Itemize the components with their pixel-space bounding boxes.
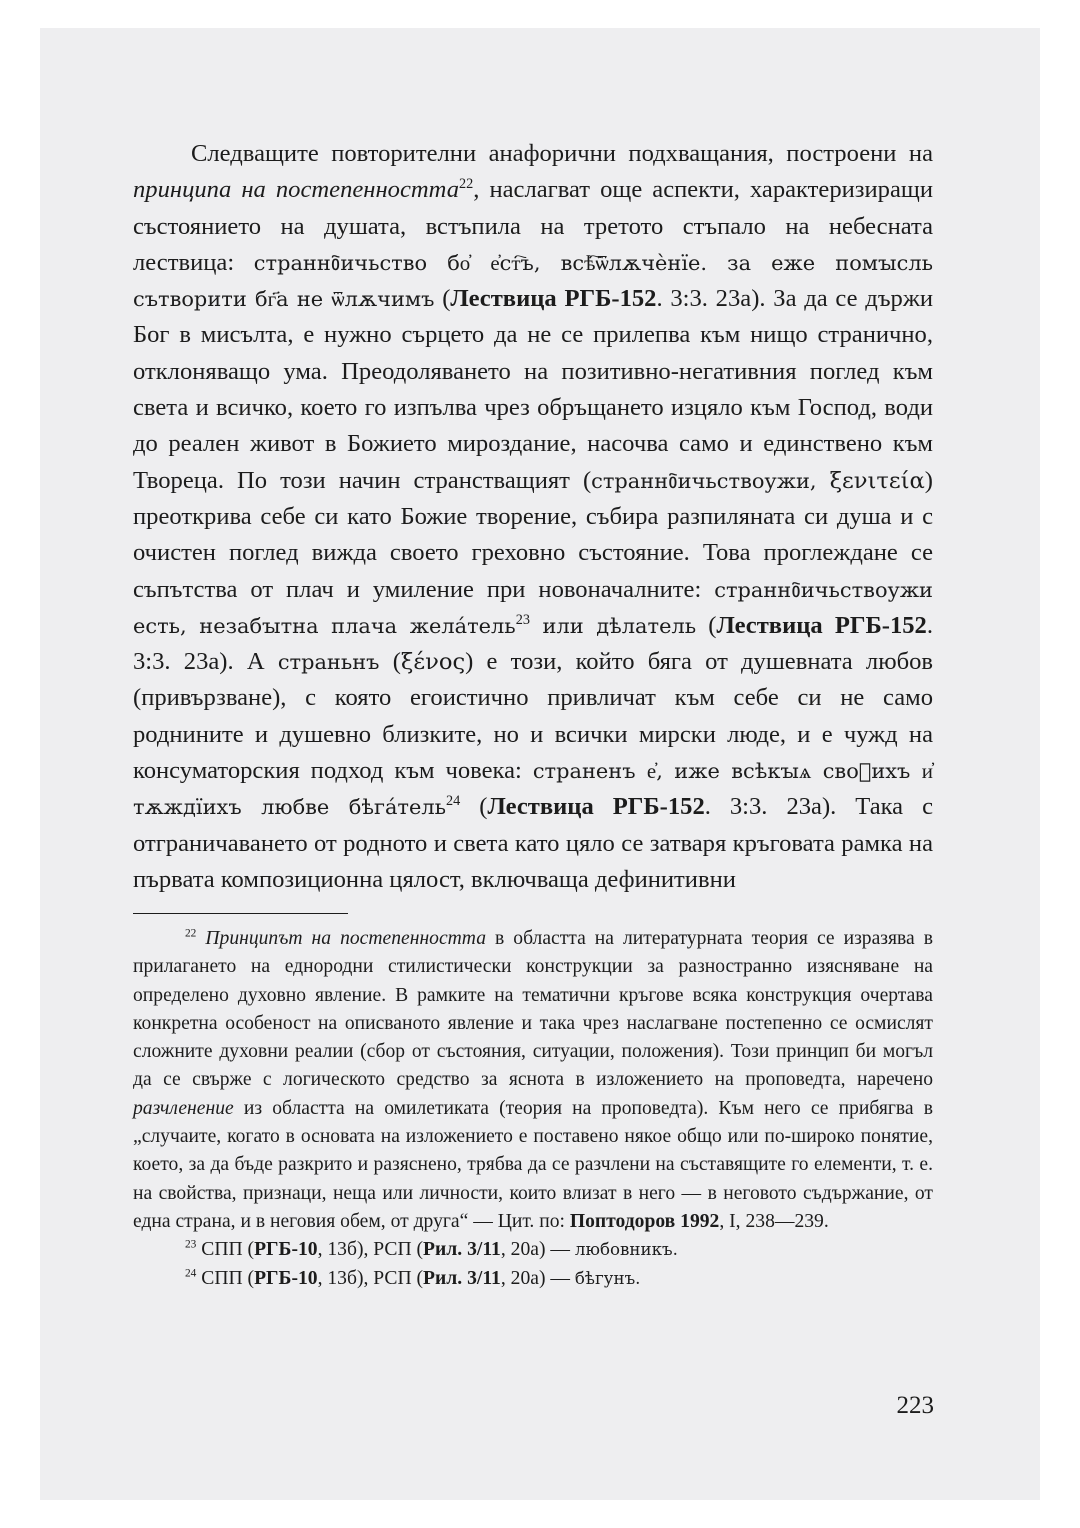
text-run: в областта на литературната теория се изразява в прилагането на еднородни стилистически конструкции за разностранно изясняване на определено духовно явление. В рамките на тематични кръгове всяка конструкция очертава конкретна особеност на описваното явление и така чрез наслагване постепенно се осмислят сложните духовни реалии (сбор от състояния, ситуации, положения). Този принцип би могъл да се свърже с логическото средство за яснота в изложението на проповедта, наречено [133,928,934,1091]
church-slavonic-quote: страньнъ [277,650,380,675]
church-slavonic-quote: любовникъ. [574,1240,678,1260]
text-run: . 3:3. 23а). А [133,611,934,676]
manuscript-ref: РГБ-10 [254,1267,318,1289]
text-run: СПП ( [196,1239,255,1261]
church-slavonic-quote: страннᲂ҇ичьство бо҆ е҆ст҇ъ, всѣ҇ѿлѫчѐнїе. за еже помꙑсль сътворити бг҃а не ѿлѫчимъ [133,250,933,312]
text-run: ) е този, който бяга от душевната любов (привързване), с която егоистично привличат към себе си не само роднините и душевно близките, но и всички мирски люде, и е чужд на консуматорския подход към човека: [133,648,933,785]
greek-term: ξένος [400,649,466,676]
emphasis: Принципът на постепенността [205,928,486,949]
text-run: . 3:3. 23а). За да се държи Бог в мисълта, е нужно сърцето да не се прилепва към нищо странично, отклоняващо ума. Преодоляването на позитивно-негативния поглед към света и всичко, което го изпълва чрез обръщането изцяло към Господ, води до реален живот в Божието мироздание, насочва само и единствено към Твореца. По този начин странстващият ( [133,285,933,494]
church-slavonic-quote: страненъ е҆, иже всѣкꙑѧ своꙵихъ и҆ тѫждїихъ любве бѣгáтель [133,759,933,820]
text-run: из областта на омилетиката (теория на проповедта). Към него се прибягва в „случаите, когато в основата на изложението е поставено някое общо или по-широко понятие, което, за да бъде разкрито и разяснено, трябва да се разчлени на съставящите го елементи, т. е. на свойства, признаци, неща или личности, които влизат в него — в неговото съдържание, от една страна, и в неговия обем, от друга“ — Цит. по: [133,1097,933,1232]
footnote-ref-22[interactable]: 22 [459,176,474,193]
footnote-divider [133,913,348,914]
body-paragraph [133,136,933,898]
page-number: 223 [896,1392,934,1419]
footnotes [133,925,933,1293]
footnote-number: 22 [185,927,197,940]
greek-term: ξενιτεία [829,467,925,494]
emphasis: разчленение [133,1097,234,1119]
footnote-number: 24 [185,1267,197,1280]
source-citation: Лествица РГБ-152 [487,793,705,821]
text-run: , 13б), РСП ( [317,1267,424,1289]
text-run: ( [696,611,717,639]
church-slavonic-quote: или дѣлатель [529,613,697,638]
footnote-23 [133,1236,933,1264]
text-run: СПП ( [196,1267,255,1289]
manuscript-ref: Рил. 3/11 [423,1239,501,1261]
text-run: , I, 238—239. [719,1210,829,1232]
footnote-ref-23[interactable]: 23 [515,611,530,628]
text-run: , 20а) — [500,1239,575,1261]
text-run: Следващите повторителни анафорични подхващания, построени на [191,140,933,167]
text-run: , наслагват още аспекти, характеризиращи състоянието на душата, встъпила на третото стъпало на небесната лествица: [133,176,933,276]
footnote-24 [133,1265,933,1293]
manuscript-ref: Рил. 3/11 [423,1267,501,1289]
text-run: , 20а) — [500,1267,575,1289]
church-slavonic-quote: страннᲂ҇ичьствоужи есть, незабꙑтна плача желáтель [133,577,933,638]
footnote-number: 23 [185,1238,197,1251]
manuscript-ref: РГБ-10 [254,1239,318,1261]
text-run: ) преоткрива себе си като Божие творение, събира разпиляната си душа и с очистен поглед вижда своето греховно състояние. Това проглеждане се съпътства от плач и умиление при новоначалните: [133,466,933,603]
church-slavonic-quote: бѣгунъ. [574,1268,641,1288]
emphasis: принципа на постепенността [133,176,460,204]
source-citation: Лествица РГБ-152 [716,611,927,639]
text-run: ( [460,793,488,821]
text-run: ( [379,648,401,676]
footnote-ref-24[interactable]: 24 [446,793,461,810]
text-run: , 13б), РСП ( [317,1239,424,1261]
text-run: ( [434,285,451,313]
source-citation: Лествица РГБ-152 [450,285,657,313]
citation-author: Поптодоров 1992 [569,1210,720,1232]
footnote-22 [133,925,933,1236]
church-slavonic-quote: страннᲂ҇ичьствоужи, [591,468,817,493]
text-run: . 3:3. 23а). Така с отграничаването от родното и света като цяло се затваря кръговата рамка на първата композиционна цялост, включваща дефинитивни [133,793,934,893]
